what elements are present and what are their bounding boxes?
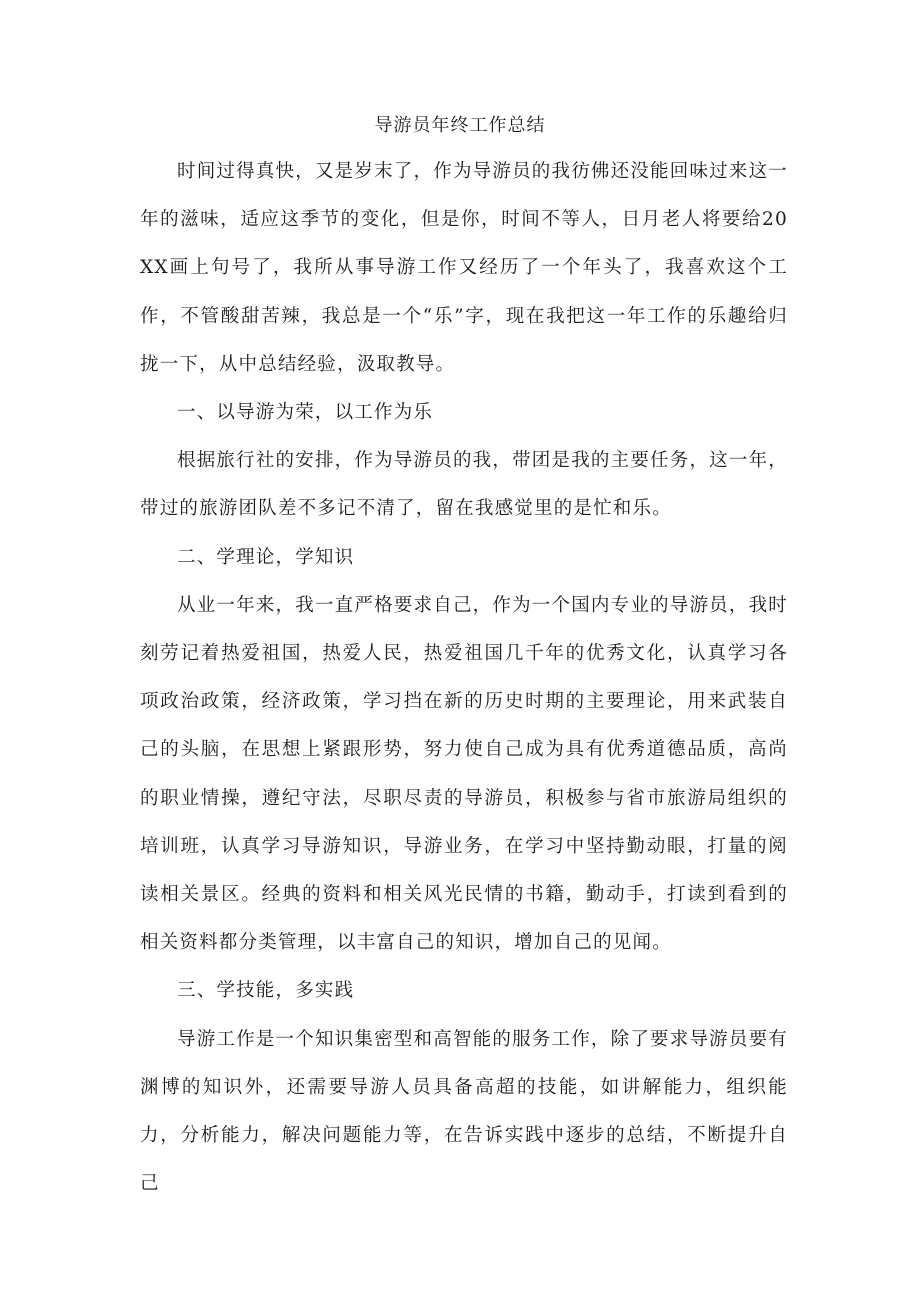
paragraph-section-3: 导游工作是一个知识集密型和高智能的服务工作，除了要求导游员要有渊博的知识外，还需要导游人员具备高超的技能，如讲解能力，组织能力，分析能力，解决问题能力等，在告诉实践中逐步的总结，不断提升自己 bbox=[140, 1028, 788, 1195]
document-title: 导游员年终工作总结 bbox=[374, 115, 546, 136]
section-heading-2: 二、学理论，学知识 bbox=[177, 546, 355, 568]
section-heading-1: 一、以导游为荣，以工作为乐 bbox=[177, 402, 434, 424]
paragraph-intro: 时间过得真快，又是岁末了，作为导游员的我彷佛还没能回味过来这一年的滋味，适应这季节的变化，但是你，时间不等人，日月老人将要给20XX画上句号了，我所从事导游工作又经历了一个年头了，我喜欢这个工作，不管酸甜苦辣，我总是一个“乐”字，现在我把这一年工作的乐趣给归拢一下，从中总结经验，汲取教导。 bbox=[140, 161, 788, 375]
section-heading-3: 三、学技能，多实践 bbox=[177, 980, 355, 1002]
paragraph-section-2: 从业一年来，我一直严格要求自己，作为一个国内专业的导游员，我时刻劳记着热爱祖国，热爱人民，热爱祖国几千年的优秀文化，认真学习各项政治政策，经济政策，学习挡在新的历史时期的主要理论，用来武装自己的头脑，在思想上紧跟形势，努力使自己成为具有优秀道德品质，高尚的职业情操，遵纪守法，尽职尽责的导游员，积极参与省市旅游局组织的培训班，认真学习导游知识，导游业务，在学习中坚持勤动眼，打量的阅读相关景区。经典的资料和相关风光民情的书籍，勤动手，打读到看到的相关资料都分类管理，以丰富自己的知识，增加自己的见闻。 bbox=[140, 594, 788, 954]
paragraph-section-1: 根据旅行社的安排，作为导游员的我，带团是我的主要任务，这一年，带过的旅游团队差不多记不清了，留在我感觉里的是忙和乐。 bbox=[140, 450, 788, 520]
document-body bbox=[140, 148, 788, 1208]
